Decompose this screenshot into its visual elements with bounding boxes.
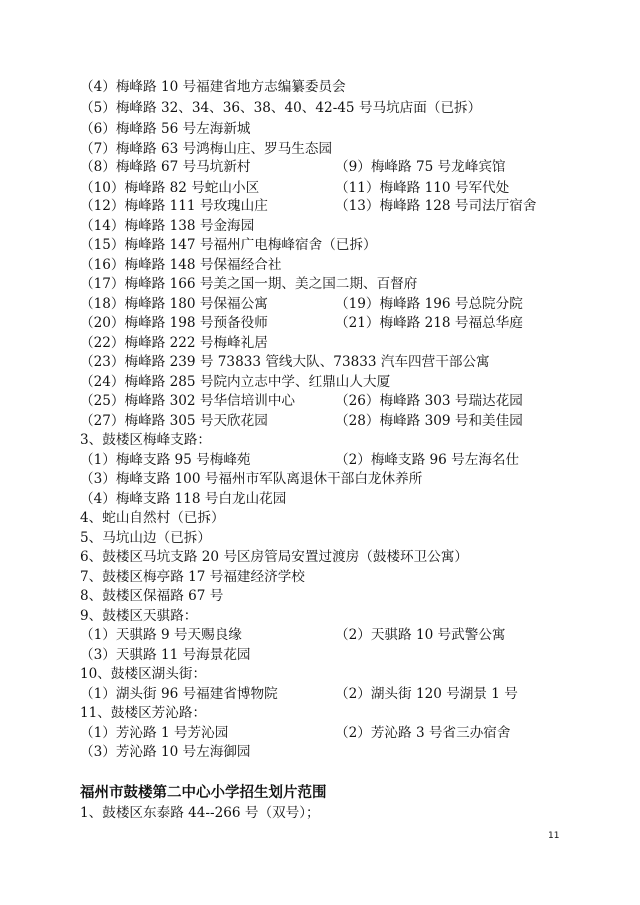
text-line: （23）梅峰路 239 号 73833 管线大队、73833 汽车四营干部公寓 xyxy=(80,354,490,370)
text-line: （6）梅峰路 56 号左海新城 xyxy=(80,121,251,137)
text-line xyxy=(80,157,560,178)
text-line: 5、马坑山边（已拆） xyxy=(80,530,211,546)
text-line xyxy=(80,625,560,646)
text-cell: （9）梅峰路 75 号龙峰宾馆 xyxy=(335,159,506,175)
text-cell: （27）梅峰路 305 号天欣花园 xyxy=(80,413,268,429)
text-cell: （25）梅峰路 302 号华信培训中心 xyxy=(80,393,296,409)
text-line: （24）梅峰路 285 号院内立志中学、红鼎山人大厦 xyxy=(80,374,391,390)
text-line: （3）芳沁路 10 号左海御园 xyxy=(80,744,251,760)
text-cell: （1）芳沁路 1 号芳沁园 xyxy=(80,725,229,741)
text-line xyxy=(80,411,560,432)
text-line xyxy=(80,196,560,217)
text-line xyxy=(80,450,560,471)
page-number: 11 xyxy=(548,831,560,841)
text-cell: （21）梅峰路 218 号福总华庭 xyxy=(335,315,523,331)
text-cell: （1）天骐路 9 号天赐良缘 xyxy=(80,627,242,643)
text-cell: （11）梅峰路 110 号军代处 xyxy=(335,180,510,196)
text-line xyxy=(80,723,560,744)
text-cell: （2）天骐路 10 号武警公寓 xyxy=(335,627,506,643)
text-cell: （2）湖头街 120 号湖景 1 号 xyxy=(335,686,518,702)
text-line: （22）梅峰路 222 号梅峰礼居 xyxy=(80,335,268,351)
text-line: 1、鼓楼区东泰路 44--266 号（双号）； xyxy=(80,805,320,821)
text-cell: （26）梅峰路 303 号瑞达花园 xyxy=(335,393,523,409)
text-line: （5）梅峰路 32、34、36、38、40、42-45 号马坑店面（已拆） xyxy=(80,100,482,116)
text-line: （3）天骐路 11 号海景花园 xyxy=(80,647,251,663)
text-cell: （2）芳沁路 3 号省三办宿舍 xyxy=(335,725,511,741)
text-line: 7、鼓楼区梅亭路 17 号福建经济学校 xyxy=(80,569,305,585)
text-line: 6、鼓楼区马坑支路 20 号区房管局安置过渡房（鼓楼环卫公寓） xyxy=(80,549,469,565)
text-line: （4）梅峰支路 118 号白龙山花园 xyxy=(80,491,287,507)
text-cell: （19）梅峰路 196 号总院分院 xyxy=(335,296,523,312)
text-cell: （12）梅峰路 111 号玫瑰山庄 xyxy=(80,198,268,214)
text-line: 4、蛇山自然村（已拆） xyxy=(80,510,225,526)
text-line xyxy=(80,684,560,705)
text-line: （16）梅峰路 148 号保福经合社 xyxy=(80,257,282,273)
text-cell: （20）梅峰路 198 号预备役师 xyxy=(80,315,268,331)
text-line xyxy=(80,391,560,412)
text-cell: （1）湖头街 96 号福建省博物院 xyxy=(80,686,278,702)
text-line: （14）梅峰路 138 号金海园 xyxy=(80,218,255,234)
text-line: 9、鼓楼区天骐路： xyxy=(80,608,198,624)
text-line: （7）梅峰路 63 号鸿梅山庄、罗马生态园 xyxy=(80,141,333,157)
text-line: 11、鼓楼区芳沁路： xyxy=(80,705,207,721)
section-heading: 福州市鼓楼第二中心小学招生划片范围 xyxy=(80,784,327,801)
text-line: （4）梅峰路 10 号福建省地方志编纂委员会 xyxy=(80,79,346,95)
text-cell: （2）梅峰支路 96 号左海名仕 xyxy=(335,452,520,468)
text-cell: （18）梅峰路 180 号保福公寓 xyxy=(80,296,268,312)
text-line xyxy=(80,313,560,334)
text-line: 8、鼓楼区保福路 67 号 xyxy=(80,588,224,604)
text-line: （15）梅峰路 147 号福州广电梅峰宿舍（已拆） xyxy=(80,237,377,253)
text-cell: （8）梅峰路 67 号马坑新村 xyxy=(80,159,251,175)
text-cell: （28）梅峰路 309 号和美佳园 xyxy=(335,413,523,429)
text-cell: （10）梅峰路 82 号蛇山小区 xyxy=(80,180,260,196)
text-line: （3）梅峰支路 100 号福州市军队离退休干部白龙休养所 xyxy=(80,471,423,487)
text-line xyxy=(80,294,560,315)
text-line: 10、鼓楼区湖头街： xyxy=(80,666,207,682)
text-cell: （13）梅峰路 128 号司法厅宿舍 xyxy=(335,198,537,214)
text-cell: （1）梅峰支路 95 号梅峰苑 xyxy=(80,452,251,468)
text-line: 3、鼓楼区梅峰支路： xyxy=(80,432,211,448)
text-line: （17）梅峰路 166 号美之国一期、美之国二期、百督府 xyxy=(80,276,418,292)
